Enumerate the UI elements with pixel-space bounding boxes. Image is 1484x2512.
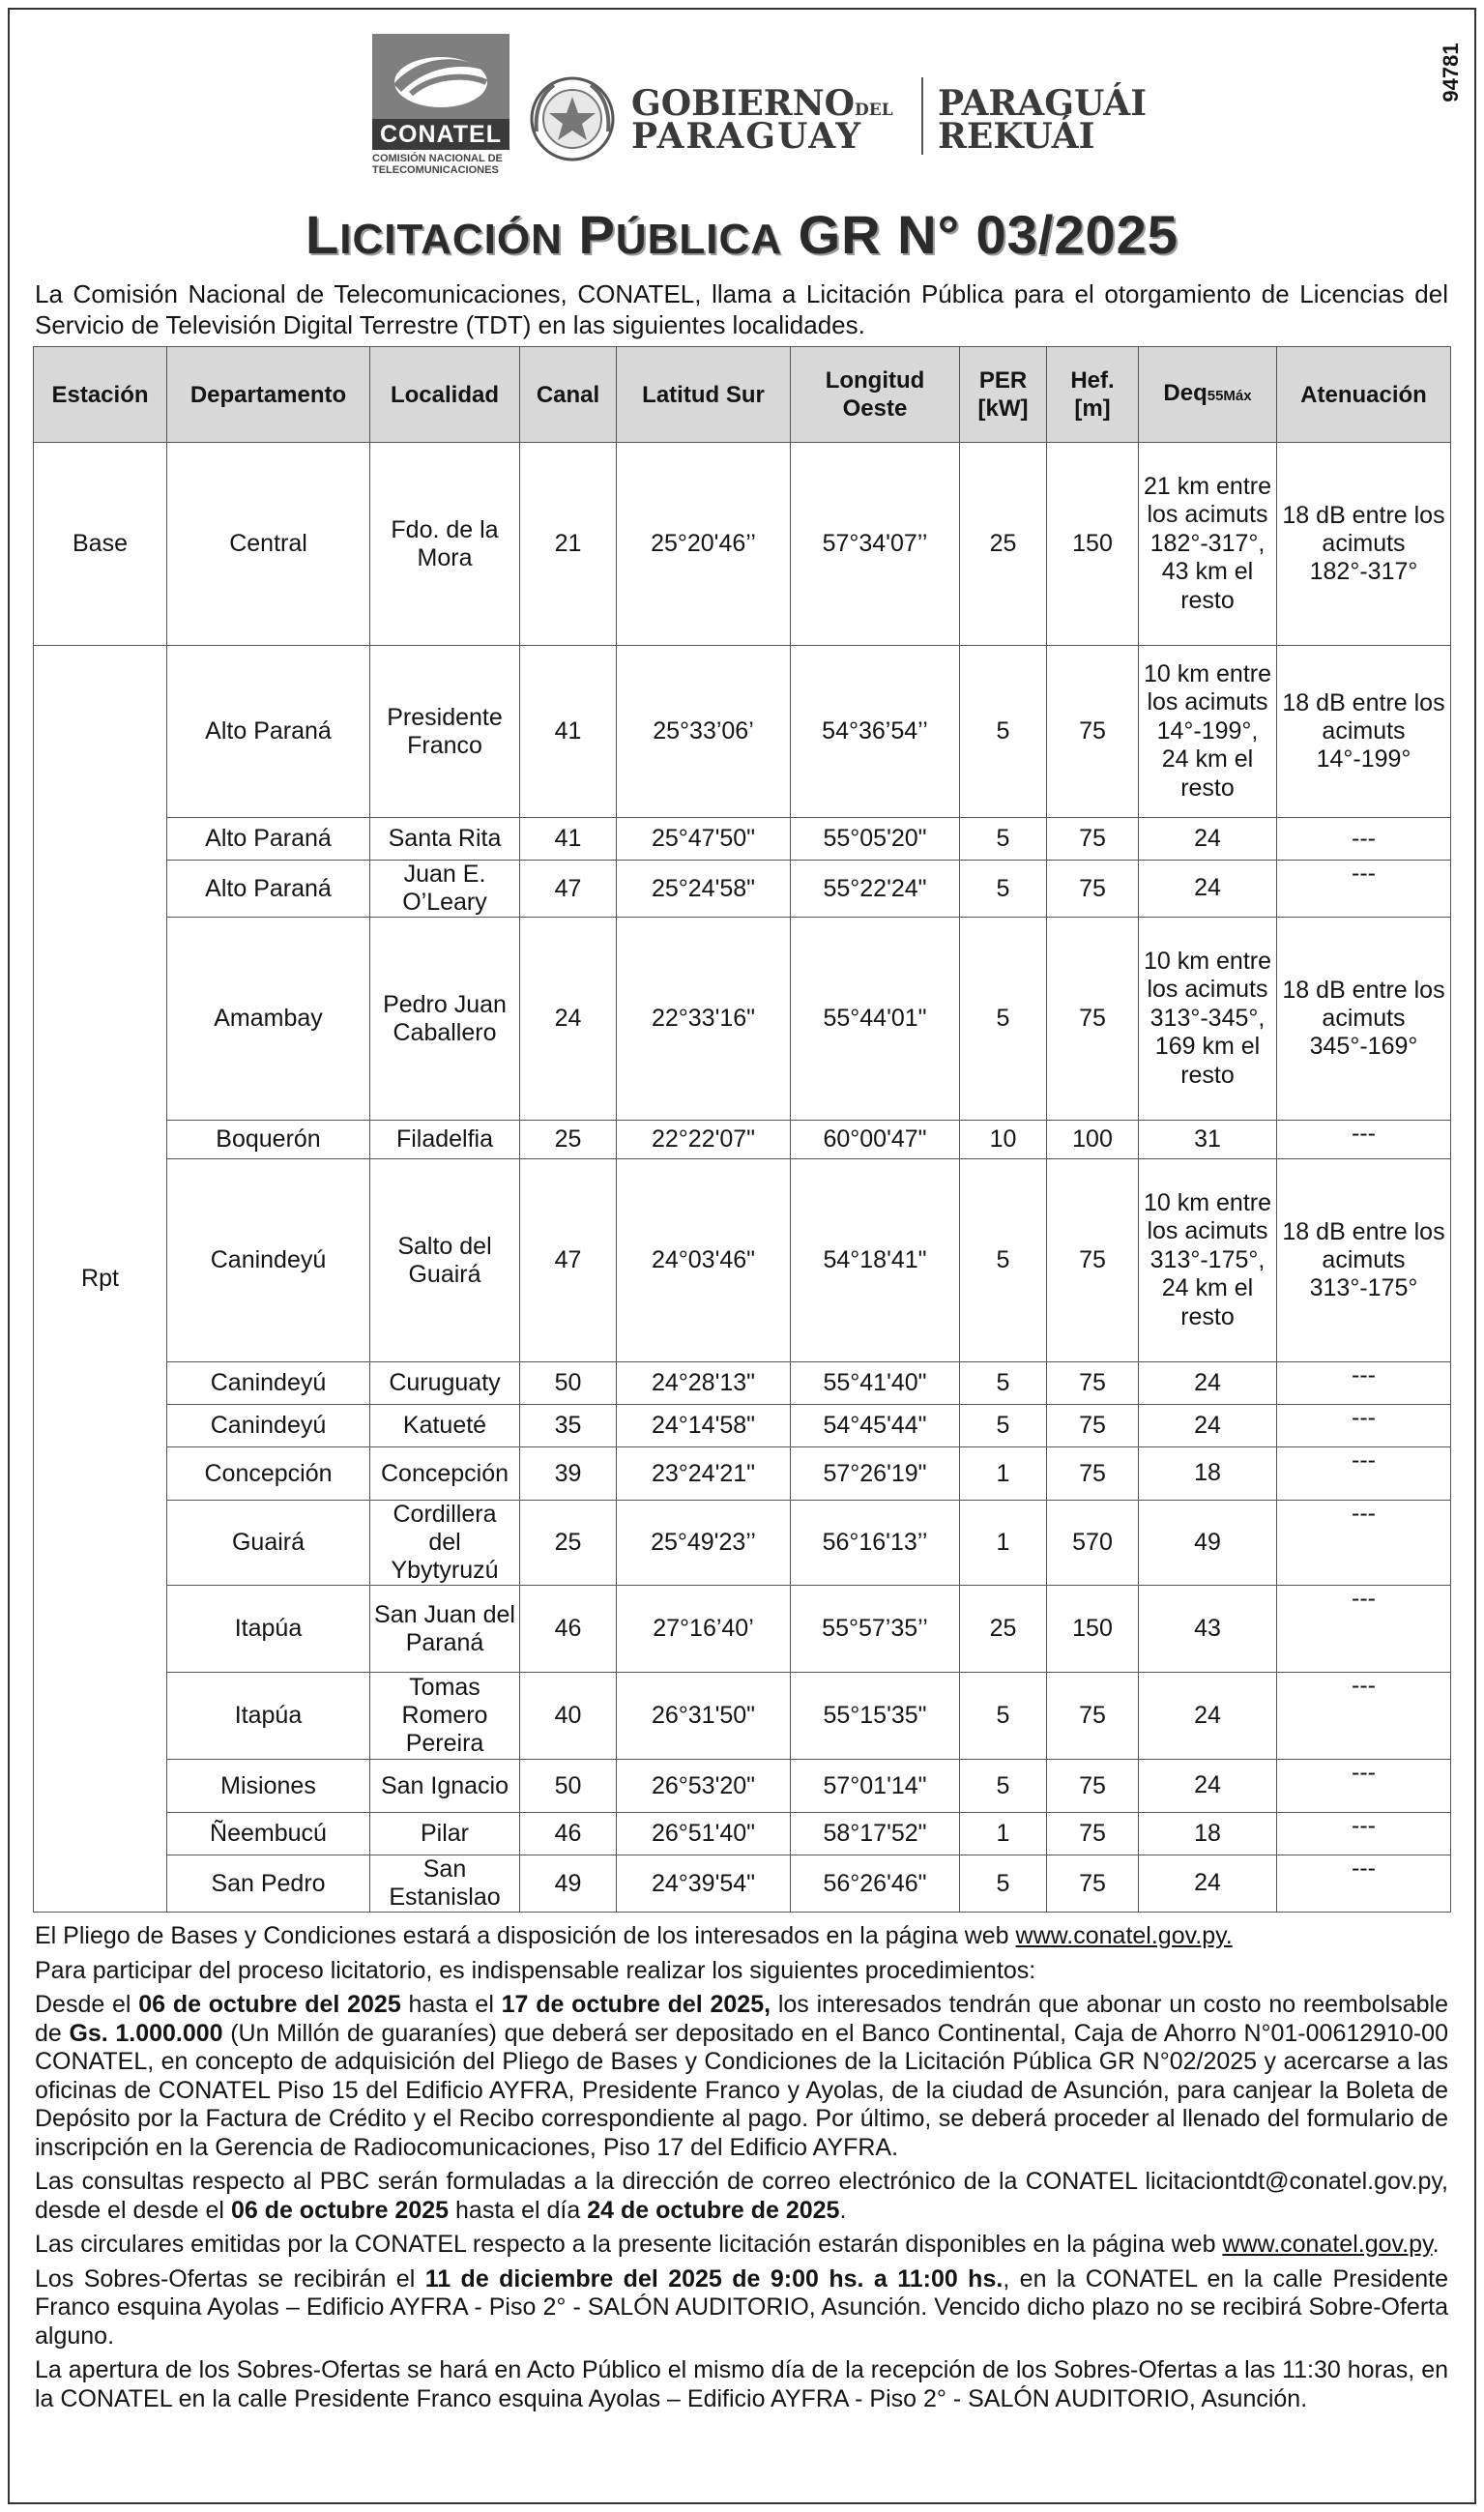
paragraph-procedimientos: Para participar del proceso licitatorio, es indispensable realizar los siguientes procedimientos: bbox=[35, 1956, 1036, 1984]
table-row bbox=[34, 1760, 1451, 1813]
cell-localidad: Curuguaty bbox=[370, 1362, 520, 1405]
cell-latitud: 25°20'46’’ bbox=[617, 443, 791, 646]
cell-canal: 46 bbox=[520, 1586, 617, 1673]
cell-latitud: 23°24'21" bbox=[617, 1447, 791, 1501]
cell-localidad: Tomas Romero Pereira bbox=[370, 1673, 520, 1760]
cell-longitud: 55°44'01" bbox=[791, 918, 960, 1121]
cell-deq: 43 bbox=[1139, 1586, 1277, 1673]
cell-departamento: Canindeyú bbox=[167, 1405, 370, 1447]
cell-longitud: 55°22'24" bbox=[791, 861, 960, 918]
conatel-logo bbox=[372, 34, 509, 176]
cell-atenuacion: --- bbox=[1277, 1855, 1451, 1913]
col-longitud: Longitud Oeste bbox=[791, 347, 960, 443]
cell-per: 10 bbox=[960, 1121, 1047, 1159]
cell-deq: 24 bbox=[1139, 861, 1277, 918]
cell-localidad: Juan E. O’Leary bbox=[370, 861, 520, 918]
conatel-subtitle: COMISIÓN NACIONAL DE TELECOMUNICACIONES bbox=[372, 153, 503, 176]
paragraph-consultas: Las consultas respecto al PBC serán formuladas a la dirección de correo electrónico de la CONATEL licitaciontdt@conatel.gov.py, desde el desde el 06 de octubre 2025 hasta el día 24 de octubre de 2025. bbox=[35, 2168, 1448, 2224]
cell-per: 1 bbox=[960, 1447, 1047, 1501]
col-estacion: Estación bbox=[34, 347, 167, 443]
cell-canal: 21 bbox=[520, 443, 617, 646]
cell-atenuacion: --- bbox=[1277, 1673, 1451, 1760]
cell-per: 1 bbox=[960, 1813, 1047, 1855]
cell-canal: 49 bbox=[520, 1855, 617, 1913]
cell-per: 5 bbox=[960, 818, 1047, 861]
header-separator bbox=[921, 77, 923, 155]
cell-longitud: 56°26'46" bbox=[791, 1855, 960, 1913]
cell-latitud: 25°33’06’ bbox=[617, 646, 791, 818]
cell-atenuacion: --- bbox=[1277, 1121, 1451, 1159]
cell-deq: 21 km entre los acimuts 182°-317°, 43 km el resto bbox=[1139, 443, 1277, 646]
cell-latitud: 24°14'58" bbox=[617, 1405, 791, 1447]
cell-estacion: Rpt bbox=[34, 646, 167, 1913]
col-canal: Canal bbox=[520, 347, 617, 443]
cell-longitud: 57°01'14" bbox=[791, 1760, 960, 1813]
cell-hef: 75 bbox=[1047, 1760, 1139, 1813]
table-row bbox=[34, 918, 1451, 1121]
conatel-mark-icon bbox=[372, 34, 509, 119]
cell-deq: 18 bbox=[1139, 1447, 1277, 1501]
cell-deq: 10 km entre los acimuts 313°-175°, 24 km el resto bbox=[1139, 1159, 1277, 1362]
cell-deq: 24 bbox=[1139, 1855, 1277, 1913]
col-localidad: Localidad bbox=[370, 347, 520, 443]
cell-localidad: Fdo. de la Mora bbox=[370, 443, 520, 646]
cell-departamento: Alto Paraná bbox=[167, 646, 370, 818]
table-row bbox=[34, 1405, 1451, 1447]
cell-atenuacion: --- bbox=[1277, 1813, 1451, 1855]
cell-latitud: 25°24'58" bbox=[617, 861, 791, 918]
conatel-name: CONATEL bbox=[372, 119, 509, 150]
cell-departamento: Misiones bbox=[167, 1760, 370, 1813]
cell-deq: 24 bbox=[1139, 1405, 1277, 1447]
cell-canal: 47 bbox=[520, 861, 617, 918]
cell-localidad: Cordillera del Ybytyruzú bbox=[370, 1501, 520, 1586]
cell-departamento: San Pedro bbox=[167, 1855, 370, 1913]
conatel-link[interactable]: www.conatel.gov.py. bbox=[1015, 1922, 1233, 1949]
cell-hef: 75 bbox=[1047, 1159, 1139, 1362]
conditions-text bbox=[35, 1922, 1448, 2419]
cell-hef: 570 bbox=[1047, 1501, 1139, 1586]
cell-longitud: 54°45'44" bbox=[791, 1405, 960, 1447]
cell-deq: 10 km entre los acimuts 14°-199°, 24 km el resto bbox=[1139, 646, 1277, 818]
cell-longitud: 60°00'47" bbox=[791, 1121, 960, 1159]
cell-longitud: 54°18'41" bbox=[791, 1159, 960, 1362]
cell-departamento: Boquerón bbox=[167, 1121, 370, 1159]
guarani-line-1: PARAGUÁI bbox=[938, 83, 1148, 124]
cell-longitud: 57°26'19" bbox=[791, 1447, 960, 1501]
cell-atenuacion: --- bbox=[1277, 1405, 1451, 1447]
cell-canal: 50 bbox=[520, 1760, 617, 1813]
cell-deq: 24 bbox=[1139, 818, 1277, 861]
cell-latitud: 24°28'13" bbox=[617, 1362, 791, 1405]
table-row bbox=[34, 443, 1451, 646]
col-latitud: Latitud Sur bbox=[617, 347, 791, 443]
cell-per: 5 bbox=[960, 1855, 1047, 1913]
cell-localidad: San Estanislao bbox=[370, 1855, 520, 1913]
paragraph-pago: Desde el 06 de octubre del 2025 hasta el 17 de octubre del 2025, los interesados tendrán que abonar un costo no reembolsable de Gs. 1.000.000 (Un Millón de guaraníes) que deberá ser depositado en el Banco Continental, Caja de Ahorro N°01-00612910-00 CONATEL, en concepto de adquisición del Pliego de Bases y Condiciones de la Licitación Pública GR N°02/2025 y acercarse a las oficinas de CONATEL Piso 15 del Edificio AYFRA, Presidente Franco y Ayolas, de la ciudad de Asunción, para canjear la Boleta de Depósito por la Factura de Crédito y el Recibo correspondiente al pago. Por último, se deberá proceder al llenado del formulario de inscripción en la Gerencia de Radiocomunicaciones, Piso 17 del Edificio AYFRA. bbox=[35, 1991, 1448, 2161]
cell-longitud: 56°16'13’’ bbox=[791, 1501, 960, 1586]
cell-departamento: Alto Paraná bbox=[167, 818, 370, 861]
cell-localidad: Presidente Franco bbox=[370, 646, 520, 818]
table-row bbox=[34, 646, 1451, 818]
cell-per: 25 bbox=[960, 1586, 1047, 1673]
cell-per: 5 bbox=[960, 1159, 1047, 1362]
cell-atenuacion: 18 dB entre los acimuts 182°-317° bbox=[1277, 443, 1451, 646]
cell-canal: 25 bbox=[520, 1121, 617, 1159]
col-hef: Hef. [m] bbox=[1047, 347, 1139, 443]
col-deq: Deq55Máx bbox=[1139, 347, 1277, 443]
cell-deq: 18 bbox=[1139, 1813, 1277, 1855]
cell-deq: 24 bbox=[1139, 1673, 1277, 1760]
cell-departamento: Canindeyú bbox=[167, 1362, 370, 1405]
cell-hef: 100 bbox=[1047, 1121, 1139, 1159]
cell-latitud: 25°47'50" bbox=[617, 818, 791, 861]
cell-canal: 40 bbox=[520, 1673, 617, 1760]
cell-per: 5 bbox=[960, 1673, 1047, 1760]
cell-atenuacion: --- bbox=[1277, 1362, 1451, 1405]
cell-per: 5 bbox=[960, 646, 1047, 818]
cell-latitud: 26°53'20" bbox=[617, 1760, 791, 1813]
cell-deq: 49 bbox=[1139, 1501, 1277, 1586]
col-atenuacion: Atenuación bbox=[1277, 347, 1451, 443]
cell-per: 5 bbox=[960, 861, 1047, 918]
cell-latitud: 25°49'23’’ bbox=[617, 1501, 791, 1586]
col-departamento: Departamento bbox=[167, 347, 370, 443]
cell-estacion: Base bbox=[34, 443, 167, 646]
cell-per: 25 bbox=[960, 443, 1047, 646]
cell-departamento: Amambay bbox=[167, 918, 370, 1121]
cell-atenuacion: --- bbox=[1277, 1501, 1451, 1586]
cell-latitud: 26°51'40" bbox=[617, 1813, 791, 1855]
cell-hef: 75 bbox=[1047, 1813, 1139, 1855]
guarani-line-2: REKUÁI bbox=[938, 116, 1095, 157]
cell-longitud: 55°15'35" bbox=[791, 1673, 960, 1760]
cell-departamento: Guairá bbox=[167, 1501, 370, 1586]
cell-longitud: 58°17'52" bbox=[791, 1813, 960, 1855]
cell-atenuacion: --- bbox=[1277, 1760, 1451, 1813]
cell-atenuacion: 18 dB entre los acimuts 345°-169° bbox=[1277, 918, 1451, 1121]
cell-localidad: Filadelfia bbox=[370, 1121, 520, 1159]
cell-longitud: 55°05'20" bbox=[791, 818, 960, 861]
cell-hef: 75 bbox=[1047, 1673, 1139, 1760]
cell-longitud: 55°41'40" bbox=[791, 1362, 960, 1405]
cell-latitud: 22°33'16" bbox=[617, 918, 791, 1121]
paragraph-circulares: Las circulares emitidas por la CONATEL respecto a la presente licitación estarán disponibles en la página web www.conatel.gov.py. bbox=[35, 2231, 1440, 2258]
table-row bbox=[34, 1673, 1451, 1760]
cell-localidad: San Ignacio bbox=[370, 1760, 520, 1813]
cell-latitud: 24°03'46" bbox=[617, 1159, 791, 1362]
cell-atenuacion: --- bbox=[1277, 1447, 1451, 1501]
cell-longitud: 54°36’54’’ bbox=[791, 646, 960, 818]
cell-canal: 50 bbox=[520, 1362, 617, 1405]
cell-hef: 75 bbox=[1047, 918, 1139, 1121]
cell-departamento: Canindeyú bbox=[167, 1159, 370, 1362]
cell-canal: 39 bbox=[520, 1447, 617, 1501]
cell-deq: 24 bbox=[1139, 1362, 1277, 1405]
cell-per: 5 bbox=[960, 918, 1047, 1121]
cell-hef: 75 bbox=[1047, 1362, 1139, 1405]
cell-hef: 150 bbox=[1047, 1586, 1139, 1673]
cell-atenuacion: 18 dB entre los acimuts 313°-175° bbox=[1277, 1159, 1451, 1362]
cell-deq: 31 bbox=[1139, 1121, 1277, 1159]
cell-per: 5 bbox=[960, 1405, 1047, 1447]
table-row bbox=[34, 1362, 1451, 1405]
table-row bbox=[34, 1501, 1451, 1586]
cell-localidad: San Juan del Paraná bbox=[370, 1586, 520, 1673]
reference-number: 94781 bbox=[1439, 43, 1463, 102]
national-seal-icon bbox=[527, 73, 619, 165]
cell-atenuacion: --- bbox=[1277, 1586, 1451, 1673]
cell-deq: 24 bbox=[1139, 1760, 1277, 1813]
cell-per: 5 bbox=[960, 1760, 1047, 1813]
cell-hef: 150 bbox=[1047, 443, 1139, 646]
gov-line-2: PARAGUAY bbox=[631, 116, 863, 157]
cell-departamento: Ñeembucú bbox=[167, 1813, 370, 1855]
page-title: LICITACIÓN PÚBLICA GR N° 03/2025 bbox=[306, 204, 1178, 265]
cell-localidad: Katueté bbox=[370, 1405, 520, 1447]
cell-departamento: Alto Paraná bbox=[167, 861, 370, 918]
table-header-row bbox=[34, 347, 1451, 443]
cell-localidad: Salto del Guairá bbox=[370, 1159, 520, 1362]
cell-canal: 24 bbox=[520, 918, 617, 1121]
cell-longitud: 55°57’35’’ bbox=[791, 1586, 960, 1673]
cell-localidad: Concepción bbox=[370, 1447, 520, 1501]
cell-canal: 41 bbox=[520, 646, 617, 818]
cell-latitud: 27°16’40’ bbox=[617, 1586, 791, 1673]
table-row bbox=[34, 1813, 1451, 1855]
cell-departamento: Itapúa bbox=[167, 1673, 370, 1760]
cell-departamento: Concepción bbox=[167, 1447, 370, 1501]
table-row bbox=[34, 1159, 1451, 1362]
cell-localidad: Pedro Juan Caballero bbox=[370, 918, 520, 1121]
cell-hef: 75 bbox=[1047, 1447, 1139, 1501]
cell-per: 5 bbox=[960, 1362, 1047, 1405]
cell-latitud: 22°22'07" bbox=[617, 1121, 791, 1159]
cell-localidad: Pilar bbox=[370, 1813, 520, 1855]
table-row bbox=[34, 818, 1451, 861]
stations-table bbox=[33, 346, 1451, 1913]
cell-hef: 75 bbox=[1047, 818, 1139, 861]
cell-per: 1 bbox=[960, 1501, 1047, 1586]
col-per: PER [kW] bbox=[960, 347, 1047, 443]
cell-canal: 47 bbox=[520, 1159, 617, 1362]
cell-canal: 41 bbox=[520, 818, 617, 861]
gov-line-1: GOBIERNODEL bbox=[631, 83, 893, 124]
cell-atenuacion: --- bbox=[1277, 818, 1451, 861]
cell-longitud: 57°34'07’’ bbox=[791, 443, 960, 646]
cell-canal: 25 bbox=[520, 1501, 617, 1586]
table-row bbox=[34, 861, 1451, 918]
paragraph-pliego: El Pliego de Bases y Condiciones estará a disposición de los interesados en la página web www.conatel.gov.py. bbox=[35, 1922, 1233, 1949]
cell-hef: 75 bbox=[1047, 1855, 1139, 1913]
cell-hef: 75 bbox=[1047, 646, 1139, 818]
table-row bbox=[34, 1855, 1451, 1913]
paragraph-apertura: La apertura de los Sobres-Ofertas se hará en Acto Público el mismo día de la recepción de los Sobres-Ofertas a las 11:30 horas, en la CONATEL en la calle Presidente Franco esquina Ayolas – Edificio AYFRA - Piso 2° - SALÓN AUDITORIO, Asunción. bbox=[35, 2356, 1448, 2412]
table-row bbox=[34, 1586, 1451, 1673]
conatel-link-2[interactable]: www.conatel.gov.py bbox=[1222, 2231, 1433, 2258]
paragraph-sobres: Los Sobres-Ofertas se recibirán el 11 de diciembre del 2025 de 9:00 hs. a 11:00 hs., en la CONATEL en la calle Presidente Franco esquina Ayolas – Edificio AYFRA - Piso 2° - SALÓN AUDITORIO, Asunción. Vencido dicho plazo no se recibirá Sobre-Oferta alguno. bbox=[35, 2264, 1449, 2350]
cell-localidad: Santa Rita bbox=[370, 818, 520, 861]
cell-atenuacion: --- bbox=[1277, 861, 1451, 918]
cell-atenuacion: 18 dB entre los acimuts 14°-199° bbox=[1277, 646, 1451, 818]
cell-hef: 75 bbox=[1047, 1405, 1139, 1447]
table-row bbox=[34, 1121, 1451, 1159]
cell-latitud: 26°31'50" bbox=[617, 1673, 791, 1760]
cell-canal: 35 bbox=[520, 1405, 617, 1447]
intro-paragraph: La Comisión Nacional de Telecomunicaciones, CONATEL, llama a Licitación Pública para el otorgamiento de Licencias del Servicio de Televisión Digital Terrestre (TDT) en las siguientes localidades. bbox=[35, 279, 1448, 339]
table-row bbox=[34, 1447, 1451, 1501]
cell-departamento: Central bbox=[167, 443, 370, 646]
cell-departamento: Itapúa bbox=[167, 1586, 370, 1673]
cell-deq: 10 km entre los acimuts 313°-345°, 169 km el resto bbox=[1139, 918, 1277, 1121]
cell-canal: 46 bbox=[520, 1813, 617, 1855]
cell-hef: 75 bbox=[1047, 861, 1139, 918]
cell-latitud: 24°39'54" bbox=[617, 1855, 791, 1913]
